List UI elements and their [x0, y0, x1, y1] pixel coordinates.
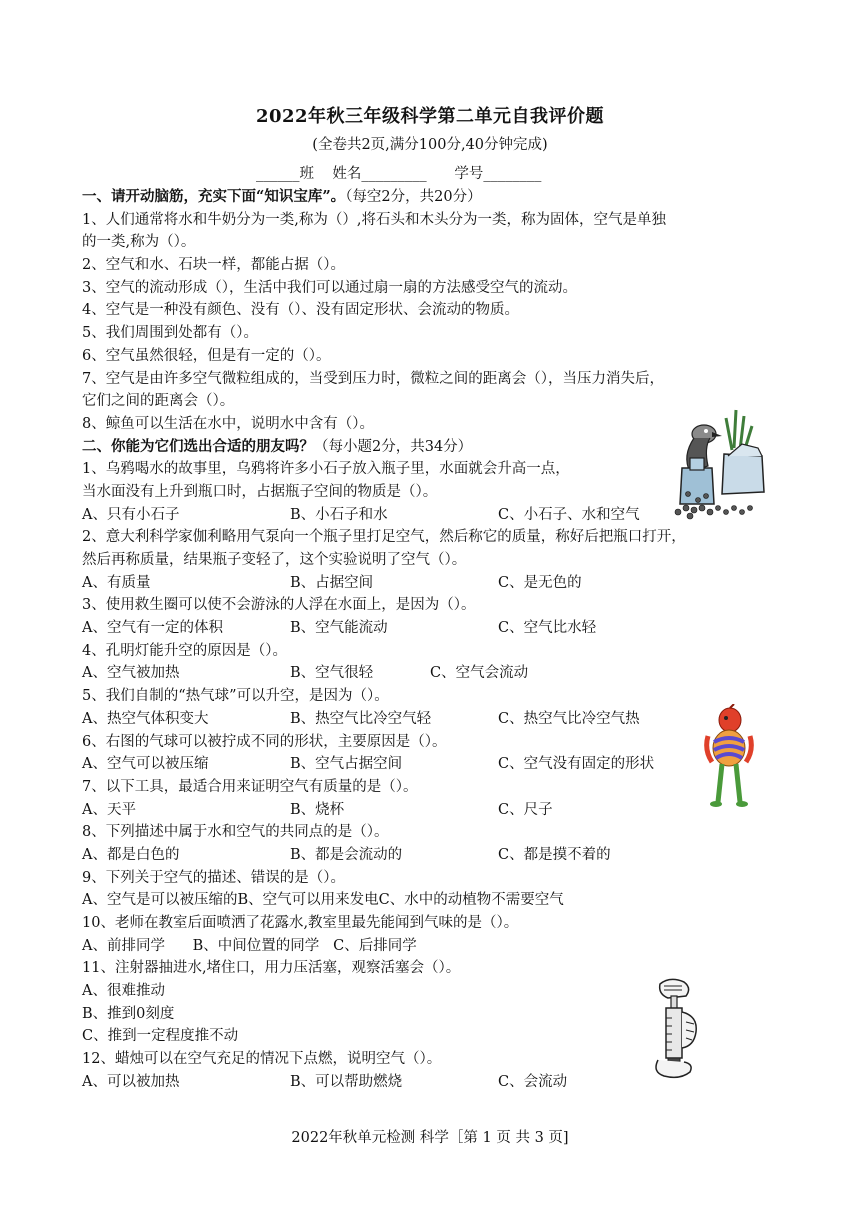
- section-1-heading: [82, 186, 782, 209]
- fill-question-line: 的一类,称为（）。: [82, 234, 196, 251]
- question-stem: 4、孔明灯能升空的原因是（）。: [82, 642, 287, 659]
- option-a: A、只有小石子: [82, 506, 180, 523]
- question-stem: 9、下列关于空气的描述、错误的是（）。: [82, 869, 345, 886]
- option-a: A、空气可以被压缩: [82, 756, 209, 773]
- section-heading-text: 二、你能为它们选出合适的朋友吗？: [82, 437, 314, 455]
- fill-question-line: 它们之间的距离会（）。: [82, 393, 235, 410]
- option-b: B、空气能流动: [290, 620, 388, 637]
- option-a: A、空气被加热: [82, 665, 180, 682]
- fill-question-line: 5、我们周围到处都有（）。: [82, 325, 258, 342]
- option-b: B、烧杯: [290, 801, 345, 818]
- question-options: [82, 844, 782, 867]
- fill-question-line: 8、鲸鱼可以生活在水中，说明水中含有（）。: [82, 415, 374, 432]
- fill-question-line: 7、空气是由许多空气微粒组成的，当受到压力时，微粒之间的距离会（），当压力消失后，: [82, 370, 664, 387]
- option-c: C、空气比水轻: [498, 620, 597, 637]
- option-b: B、推到0刻度: [82, 1005, 175, 1022]
- fill-question-line: 6、空气虽然很轻，但是有一定的（）。: [82, 347, 331, 364]
- option-c: C、是无色的: [498, 574, 582, 591]
- option-c: C、推到一定程度推不动: [82, 1028, 239, 1045]
- balloon-figure-illustration: [704, 704, 754, 808]
- question-stem: 1、乌鸦喝水的故事里，乌鸦将许多小石子放入瓶子里，水面就会升高一点，: [82, 461, 570, 478]
- question-options: [82, 572, 782, 595]
- option-b: B、都是会流动的: [290, 846, 403, 863]
- syringe-illustration: [650, 976, 706, 1080]
- student-info-line: ______班 姓名_________ 学号________: [256, 166, 542, 182]
- question-stem: 11、注射器抽进水,堵住口，用力压活塞，观察活塞会（）。: [82, 960, 461, 977]
- section-heading-text: 一、请开动脑筋，充实下面“知识宝库”。: [82, 188, 346, 205]
- option-c: C、小石子、水和空气: [498, 506, 640, 523]
- question-options: [82, 617, 782, 640]
- fill-question-line: 1、人们通常将水和牛奶分为一类,称为（）,将石头和木头分为一类，称为固体，空气是单独: [82, 211, 666, 228]
- question-options: [82, 799, 782, 822]
- page-subtitle: (全卷共2页,满分100分,40分钟完成): [312, 137, 548, 153]
- question-stem: 12、蜡烛可以在空气充足的情况下点燃，说明空气（）。: [82, 1051, 442, 1068]
- option-b: B、小石子和水: [290, 506, 388, 523]
- option-a: A、天平: [82, 801, 136, 818]
- question-stem: 5、我们自制的“热气球”可以升空，是因为（）。: [82, 688, 389, 705]
- fill-question-line: 4、空气是一种没有颜色、没有（）、没有固定形状、会流动的物质。: [82, 302, 519, 319]
- question-stem: 10、老师在教室后面喷洒了花露水,教室里最先能闻到气味的是（）。: [82, 915, 519, 931]
- option-b: B、占据空间: [290, 574, 374, 591]
- option-c: C、会流动: [498, 1073, 568, 1090]
- option-c: C、空气没有固定的形状: [498, 756, 655, 773]
- section-score-note: （每小题2分，共34分）: [314, 438, 473, 455]
- question-stem: 然后再称质量，结果瓶子变轻了，这个实验说明了空气（）。: [82, 552, 467, 568]
- option-b: B、空气很轻: [290, 665, 374, 682]
- question-stem: 6、右图的气球可以被拧成不同的形状，主要原因是（）。: [82, 733, 447, 750]
- option-a: A、都是白色的: [82, 846, 180, 863]
- option-a: A、热空气体积变大: [82, 710, 209, 727]
- option-c: C、都是摸不着的: [498, 846, 611, 863]
- question-options: [82, 708, 782, 731]
- question-options-inline: A、前排同学 B、中间位置的同学 C、后排同学: [82, 937, 417, 954]
- option-a: A、很难推动: [82, 983, 165, 1000]
- option-a: A、有质量: [82, 574, 151, 591]
- question-options: [82, 753, 782, 776]
- crow-bottle-illustration: [664, 408, 768, 520]
- question-stem: 3、使用救生圈可以使不会游泳的人浮在水面上，是因为（）。: [82, 597, 476, 614]
- exam-content: [82, 186, 782, 1094]
- option-b: B、热空气比冷空气轻: [290, 710, 432, 727]
- fill-question-line: 3、空气的流动形成（），生活中我们可以通过扇一扇的方法感受空气的流动。: [82, 279, 577, 296]
- question-stem: 2、意大利科学家伽利略用气泵向一个瓶子里打足空气，然后称它的质量，称好后把瓶口打开，: [82, 529, 686, 546]
- option-b: B、空气占据空间: [290, 756, 403, 773]
- option-a: A、可以被加热: [82, 1073, 180, 1090]
- question-stem: 8、下列描述中属于水和空气的共同点的是（）。: [82, 824, 389, 841]
- option-c: C、热空气比冷空气热: [498, 710, 640, 727]
- question-stem: 7、以下工具，最适合用来证明空气有质量的是（）。: [82, 778, 418, 795]
- question-options: [82, 662, 782, 685]
- question-stem: 当水面没有上升到瓶口时，占据瓶子空间的物质是（）。: [82, 483, 438, 500]
- option-c: C、空气会流动: [430, 665, 529, 682]
- option-a: A、空气有一定的体积: [82, 620, 223, 637]
- section-score-note: （每空2分，共20分）: [345, 189, 482, 205]
- option-c: C、尺子: [498, 801, 553, 818]
- question-options-inline: A、空气是可以被压缩的B、空气可以用来发电C、水中的动植物不需要空气: [82, 892, 564, 909]
- option-b: B、可以帮助燃烧: [290, 1073, 403, 1090]
- page-footer: 2022年秋单元检测 科学［第 1 页 共 3 页]: [291, 1130, 569, 1146]
- fill-question-line: 2、空气和水、石块一样，都能占据（）。: [82, 257, 345, 274]
- page-title: 2022年秋三年级科学第二单元自我评价题: [255, 106, 605, 127]
